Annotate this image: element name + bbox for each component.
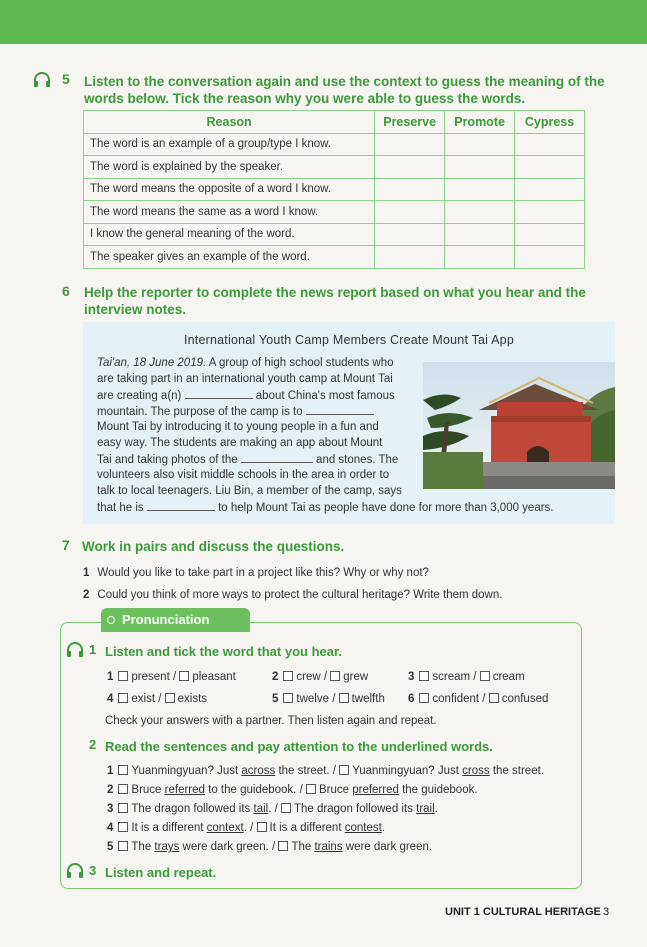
- footer-unit-title: UNIT 1 CULTURAL HERITAGE: [445, 906, 601, 918]
- checkbox[interactable]: [339, 693, 349, 703]
- sentence-pair: 1 Yuanmingyuan? Just across the street. / Yuanmingyuan? Just cross the street.: [107, 765, 544, 777]
- news-text: that he is: [97, 502, 147, 514]
- mount-tai-temple-photo: [423, 362, 615, 489]
- underlined-word: tail: [253, 803, 269, 815]
- news-line-3: [97, 389, 395, 402]
- task2-number: 2: [89, 737, 97, 752]
- tick-cell-cypress[interactable]: [515, 156, 585, 179]
- section7-number: 7: [62, 537, 70, 553]
- reasons-table: [83, 110, 585, 269]
- sentence-text: The: [131, 841, 155, 853]
- question-number: 2: [83, 589, 90, 601]
- underlined-word: trays: [154, 841, 180, 853]
- news-line-10: [97, 501, 554, 514]
- tick-cell-preserve[interactable]: [375, 178, 445, 201]
- word-option: confident: [432, 693, 480, 705]
- news-line-7: [97, 453, 398, 466]
- section5-instruction-line1: Listen to the conversation again and use the context to guess the meaning of the: [84, 74, 605, 89]
- tick-cell-preserve[interactable]: [375, 223, 445, 246]
- checkbox[interactable]: [179, 671, 189, 681]
- reason-cell: The word is explained by the speaker.: [84, 156, 375, 179]
- task3-number: 3: [89, 863, 97, 878]
- question-item: [83, 589, 502, 601]
- task2-instruction: Read the sentences and pay attention to the underlined words.: [105, 739, 493, 754]
- sentence-text: .: [243, 822, 247, 834]
- underlined-word: context: [206, 822, 244, 834]
- tick-cell-cypress[interactable]: [515, 201, 585, 224]
- word-option: twelve: [296, 693, 330, 705]
- tick-cell-promote[interactable]: [445, 246, 515, 269]
- tick-cell-cypress[interactable]: [515, 178, 585, 201]
- checkbox[interactable]: [489, 693, 499, 703]
- underlined-word: trains: [314, 841, 343, 853]
- header-promote: Promote: [445, 111, 515, 134]
- task3-instruction: Listen and repeat.: [105, 865, 217, 880]
- underlined-word: referred: [164, 784, 205, 796]
- checkbox[interactable]: [419, 693, 429, 703]
- word-pair: 1 present / pleasant: [107, 671, 236, 683]
- sentence-number: 3: [107, 803, 114, 815]
- tick-cell-preserve[interactable]: [375, 201, 445, 224]
- reason-cell: I know the general meaning of the word.: [84, 223, 375, 246]
- table-row: [84, 246, 585, 269]
- word-pair: 6 confident / confused: [408, 693, 549, 705]
- pair-number: 4: [107, 693, 114, 705]
- checkbox[interactable]: [278, 841, 288, 851]
- sentence-number: 1: [107, 765, 114, 777]
- sentence-text: The: [291, 841, 315, 853]
- news-line-1: [97, 357, 394, 369]
- news-report-box: [83, 322, 615, 524]
- pair-number: 2: [272, 671, 279, 683]
- word-option: scream: [432, 671, 471, 683]
- tick-cell-cypress[interactable]: [515, 246, 585, 269]
- section6-number: 6: [62, 283, 70, 299]
- reason-cell: The word means the same as a word I know.: [84, 201, 375, 224]
- headphones-icon[interactable]: [66, 642, 84, 658]
- underlined-word: contest: [344, 822, 382, 834]
- underlined-word: preferred: [352, 784, 399, 796]
- sentence-text: .: [268, 803, 272, 815]
- section5-number: 5: [62, 71, 70, 87]
- checkbox[interactable]: [118, 841, 128, 851]
- sentence-text: the street.: [489, 765, 544, 777]
- sentence-text: Bruce: [318, 784, 353, 796]
- word-option: crew: [296, 671, 321, 683]
- answer-blank-2[interactable]: [306, 405, 374, 415]
- sentence-pair: 3 The dragon followed its tail. / The dragon followed its trail.: [107, 803, 438, 815]
- sentence-text: Yuanmingyuan? Just: [352, 765, 463, 777]
- sentence-text: .: [381, 822, 385, 834]
- checkbox[interactable]: [118, 765, 128, 775]
- task1-instruction: Listen and tick the word that you hear.: [105, 644, 342, 659]
- news-line-6: easy way. The students are making an app about Mount: [97, 437, 383, 449]
- word-pair: 3 scream / cream: [408, 671, 525, 683]
- word-option: confused: [501, 693, 549, 705]
- sentence-text: It is a different: [131, 822, 207, 834]
- question-item: [83, 567, 429, 579]
- news-line-4: [97, 405, 374, 418]
- reason-cell: The speaker gives an example of the word.: [84, 246, 375, 269]
- word-pair: 5 twelve / twelfth: [272, 693, 385, 705]
- underlined-word: cross: [462, 765, 490, 777]
- question-text: Could you think of more ways to protect the cultural heritage? Write them down.: [97, 589, 503, 601]
- sentence-text: the guidebook.: [398, 784, 478, 796]
- pronunciation-tab-label: Pronunciation: [122, 612, 210, 627]
- news-text: mountain. The purpose of the camp is to: [97, 406, 306, 418]
- headphones-icon[interactable]: [66, 863, 84, 879]
- bullet-circle-icon: [107, 616, 115, 624]
- task1-number: 1: [89, 642, 97, 657]
- pair-number: 1: [107, 671, 114, 683]
- sentence-pair: 4 It is a different context. / It is a different contest.: [107, 822, 385, 834]
- pair-number: 6: [408, 693, 415, 705]
- news-text: A group of high school students who: [206, 357, 394, 369]
- checkbox[interactable]: [281, 803, 291, 813]
- news-text: to help Mount Tai as people have done for more than 3,000 years.: [214, 502, 554, 514]
- table-row: [84, 223, 585, 246]
- table-header-row: [84, 111, 585, 134]
- checkbox[interactable]: [419, 671, 429, 681]
- news-title: International Youth Camp Members Create Mount Tai App: [183, 333, 514, 347]
- news-text: are creating a(n): [97, 390, 185, 402]
- header-cypress: Cypress: [515, 111, 585, 134]
- reason-cell: The word is an example of a group/type I know.: [84, 133, 375, 156]
- table-row: [84, 201, 585, 224]
- section7-instruction: Work in pairs and discuss the questions.: [82, 539, 345, 554]
- tick-cell-promote[interactable]: [445, 156, 515, 179]
- tick-cell-promote[interactable]: [445, 223, 515, 246]
- page-number: 3: [603, 906, 610, 918]
- pair-number: 3: [408, 671, 415, 683]
- checkbox[interactable]: [306, 784, 316, 794]
- news-line-5: Mount Tai by introducing it to young people in a fun and: [97, 421, 379, 433]
- headphones-icon[interactable]: [33, 72, 51, 88]
- checkbox[interactable]: [330, 671, 340, 681]
- word-option: pleasant: [192, 671, 236, 683]
- news-line-9: talk to local teenagers. Liu Bin, a member of the camp, says: [97, 485, 402, 497]
- sentence-number: 4: [107, 822, 114, 834]
- sentence-text: .: [434, 803, 438, 815]
- question-number: 1: [83, 567, 90, 579]
- word-option: present: [131, 671, 170, 683]
- tick-cell-preserve[interactable]: [375, 246, 445, 269]
- checkbox[interactable]: [339, 765, 349, 775]
- table-row: [84, 178, 585, 201]
- pair-number: 5: [272, 693, 279, 705]
- news-dateline: Tai'an, 18 June 2019.: [97, 357, 207, 369]
- word-option: grew: [343, 671, 369, 683]
- header-reason: Reason: [84, 111, 375, 134]
- underlined-word: trail: [416, 803, 435, 815]
- section5-instruction: [84, 73, 605, 107]
- news-text: and stones. The: [312, 454, 399, 466]
- checkbox[interactable]: [165, 693, 175, 703]
- reason-cell: The word means the opposite of a word I know.: [84, 178, 375, 201]
- word-option: cream: [492, 671, 525, 683]
- checkbox[interactable]: [118, 803, 128, 813]
- tick-cell-promote[interactable]: [445, 201, 515, 224]
- answer-blank-3[interactable]: [241, 453, 313, 463]
- pronunciation-tab: [101, 608, 250, 632]
- header-preserve: Preserve: [375, 111, 445, 134]
- sentence-text: were dark green.: [342, 841, 433, 853]
- section6-instruction-line1: Help the reporter to complete the news report based on what you hear and the: [84, 285, 586, 300]
- section5-instruction-line2: words below. Tick the reason why you were able to guess the words.: [84, 91, 526, 106]
- sentence-text: It is a different: [269, 822, 345, 834]
- tick-cell-cypress[interactable]: [515, 223, 585, 246]
- checkbox[interactable]: [283, 671, 293, 681]
- news-text: about China's most famous: [252, 390, 395, 402]
- sentence-number: 5: [107, 841, 114, 853]
- word-option: exist: [131, 693, 156, 705]
- tick-cell-preserve[interactable]: [375, 133, 445, 156]
- word-option: twelfth: [351, 693, 385, 705]
- checkbox[interactable]: [118, 784, 128, 794]
- section6-instruction: [84, 284, 586, 318]
- checkbox[interactable]: [118, 822, 128, 832]
- news-line-2: are taking part in an international youth camp at Mount Tai: [97, 373, 393, 385]
- answer-blank-1[interactable]: [185, 389, 253, 399]
- sentence-text: the street.: [275, 765, 330, 777]
- top-color-bar: [0, 0, 647, 44]
- checkbox[interactable]: [118, 671, 128, 681]
- tick-cell-promote[interactable]: [445, 178, 515, 201]
- underlined-word: across: [241, 765, 276, 777]
- checkbox[interactable]: [257, 822, 267, 832]
- word-option: exists: [177, 693, 208, 705]
- table-row: [84, 156, 585, 179]
- word-pair: 4 exist / exists: [107, 693, 208, 705]
- sentence-text: The dragon followed its: [294, 803, 417, 815]
- sentence-text: The dragon followed its: [131, 803, 254, 815]
- checkbox[interactable]: [480, 671, 490, 681]
- news-line-8: volunteers also visit middle schools in the area in order to: [97, 469, 390, 481]
- question-text: Would you like to take part in a project like this? Why or why not?: [97, 567, 429, 579]
- sentence-text: to the guidebook.: [204, 784, 297, 796]
- word-pair: 2 crew / grew: [272, 671, 369, 683]
- sentence-pair: 2 Bruce referred to the guidebook. / Bruce preferred the guidebook.: [107, 784, 478, 796]
- sentence-pair: 5 The trays were dark green. / The trains were dark green.: [107, 841, 433, 853]
- sentence-text: Bruce: [131, 784, 165, 796]
- news-text: Tai and taking photos of the: [97, 454, 241, 466]
- section6-instruction-line2: interview notes.: [84, 302, 187, 317]
- tick-cell-preserve[interactable]: [375, 156, 445, 179]
- tick-cell-cypress[interactable]: [515, 133, 585, 156]
- sentence-text: Yuanmingyuan? Just: [131, 765, 242, 777]
- checkbox[interactable]: [283, 693, 293, 703]
- checkbox[interactable]: [118, 693, 128, 703]
- task1-note: Check your answers with a partner. Then listen again and repeat.: [105, 715, 437, 727]
- table-row: [84, 133, 585, 156]
- sentence-text: were dark green.: [179, 841, 269, 853]
- answer-blank-4[interactable]: [147, 501, 215, 511]
- sentence-number: 2: [107, 784, 114, 796]
- tick-cell-promote[interactable]: [445, 133, 515, 156]
